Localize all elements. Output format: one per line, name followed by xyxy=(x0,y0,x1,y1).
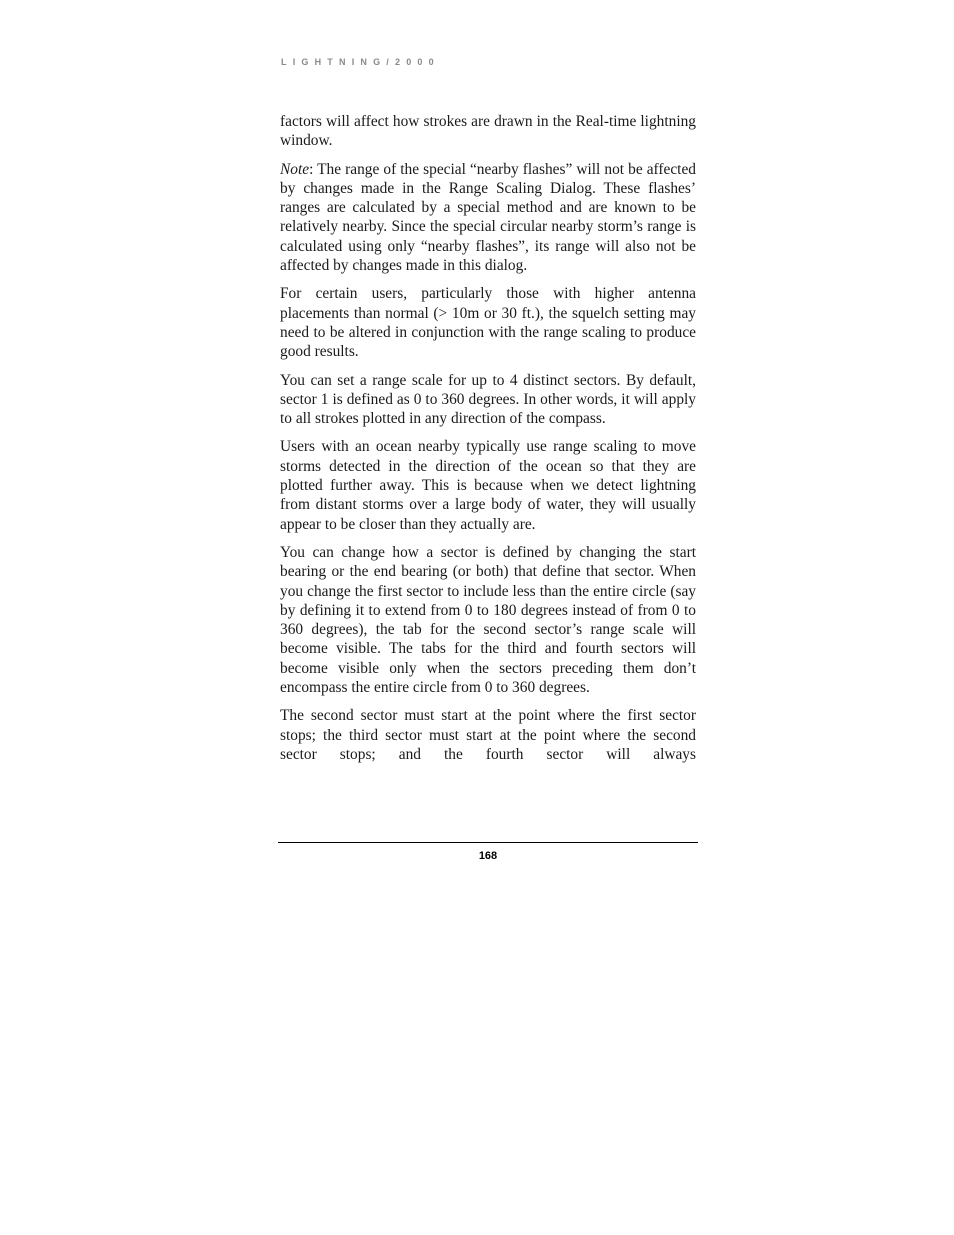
paragraph-real-time-window xyxy=(280,112,696,151)
paragraph-text: For certain users, particularly those with higher antenna placements than normal (> 10m or 30 ft.), the squelch setting may need to be altered in conjunction with the range scaling to produce good results. xyxy=(280,285,696,361)
paragraph-text: You can change how a sector is defined by changing the start bearing or the end bearing (or both) that define that sector. When you change the first sector to include less than the entire circle (say by defining it to extend from 0 to 180 degrees instead of from 0 to 360 degrees), the tab for the second sector’s range scale will become visible. The tabs for the third and fourth sectors will become visible only when the sectors preceding them don’t encompass the entire circle from 0 to 360 degrees. xyxy=(280,543,696,697)
paragraph-sectors-overview xyxy=(280,371,696,429)
paragraph-text: Users with an ocean nearby typically use range scaling to move storms detected in the direction of the ocean so that they are plotted further away. This is because when we detect lightning from distant storms over a large body of water, they will usually appear to be closer than they actually are. xyxy=(280,438,696,533)
paragraph-text: : The range of the special “nearby flashes” will not be affected by changes made in the Range Scaling Dialog. These flashes’ ranges are calculated by a special method and are known to be relatively nearby. Since the special circular nearby storm’s range is calculated using only “nearby flashes”, its range will also not be affected by changes made in this dialog. xyxy=(280,160,696,275)
paragraph-ocean-users xyxy=(280,437,696,533)
paragraph-sector-order xyxy=(280,706,696,764)
paragraph-text: You can set a range scale for up to 4 distinct sectors. By default, sector 1 is defined as 0 to 360 degrees. In other words, it will apply to all strokes plotted in any direction of the compass. xyxy=(280,371,696,428)
paragraph-sector-definition xyxy=(280,543,696,697)
running-header: LIGHTNING/2000 xyxy=(281,57,440,67)
note-label: Note xyxy=(280,160,310,178)
page-number: 168 xyxy=(478,850,498,862)
page-body xyxy=(280,112,696,773)
paragraph-text: factors will affect how strokes are drawn in the Real-time lightning window. xyxy=(280,113,696,150)
paragraph-text: The second sector must start at the point where the first sector stops; the third sector must start at the point where the second sector stops; and the fourth sector will always xyxy=(280,707,696,763)
paragraph-note-nearby-flashes xyxy=(280,160,696,276)
footer-rule xyxy=(278,842,698,843)
paragraph-squelch-setting xyxy=(280,284,696,361)
